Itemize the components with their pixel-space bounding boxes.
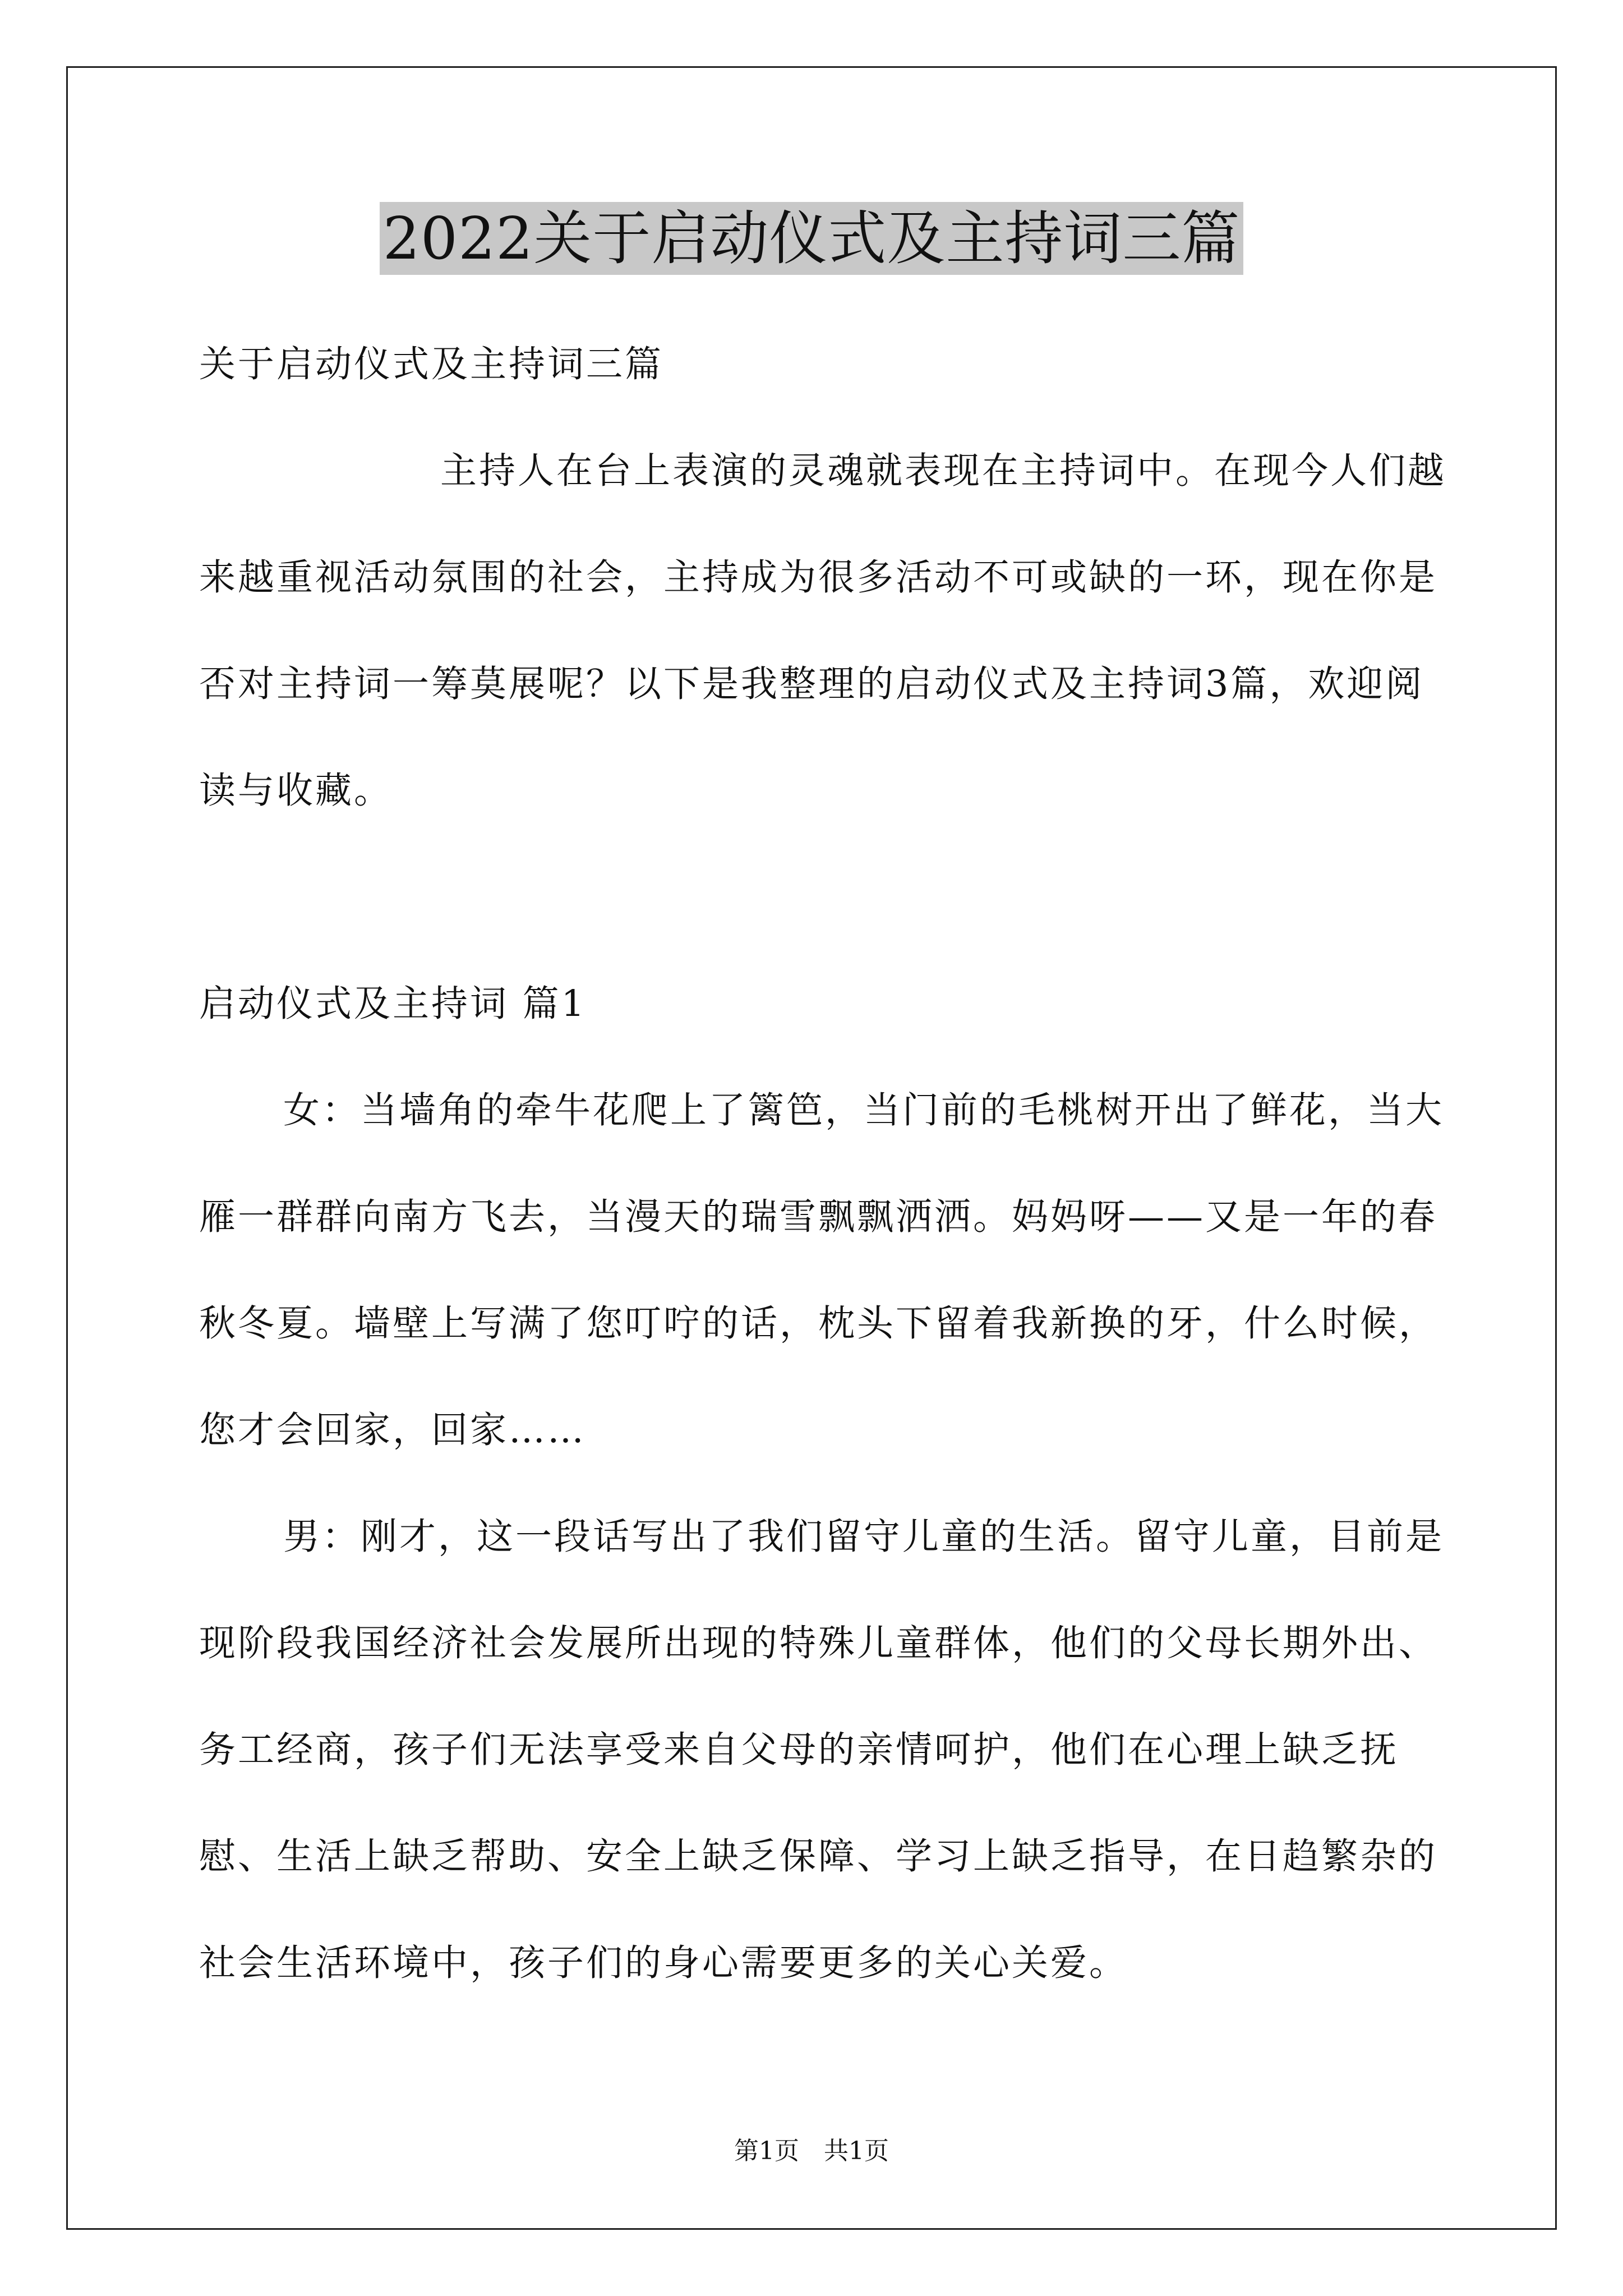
- page-number-total: 共1页: [824, 2137, 889, 2165]
- document-body: [199, 311, 1450, 2017]
- paragraph-gap: [199, 844, 1450, 951]
- section-heading: 启动仪式及主持词 篇1: [199, 983, 587, 1025]
- intro-paragraph: 主持人在台上表演的灵魂就表现在主持词中。在现今人们越来越重视活动氛围的社会，主持成为很多活动不可或缺的一环，现在你是否对主持词一筹莫展呢？以下是我整理的启动仪式及主持词3篇，欢迎阅读与收藏。: [199, 450, 1447, 812]
- body-paragraph-2: 男：刚才，这一段话写出了我们留守儿童的生活。留守儿童，目前是现阶段我国经济社会发展所出现的特殊儿童群体，他们的父母长期外出、务工经商，孩子们无法享受来自父母的亲情呵护，他们在心理上缺乏抚慰、生活上缺乏帮助、安全上缺乏保障、学习上缺乏指导，在日趋繁杂的社会生活环境中，孩子们的身心需要更多的关心关爱。: [199, 1516, 1445, 1984]
- document-title: 2022关于启动仪式及主持词三篇: [380, 202, 1244, 275]
- page-number-current: 第1页: [734, 2137, 799, 2165]
- title-container: [0, 202, 1623, 275]
- body-paragraph-1: 女：当墙角的牵牛花爬上了篱笆，当门前的毛桃树开出了鲜花，当大雁一群群向南方飞去，当漫天的瑞雪飘飘洒洒。妈妈呀——又是一年的春秋冬夏。墙壁上写满了您叮咛的话，枕头下留着我新换的牙，什么时候，您才会回家，回家……: [199, 1089, 1445, 1451]
- page-footer: [0, 2134, 1623, 2168]
- document-subtitle: 关于启动仪式及主持词三篇: [199, 343, 664, 385]
